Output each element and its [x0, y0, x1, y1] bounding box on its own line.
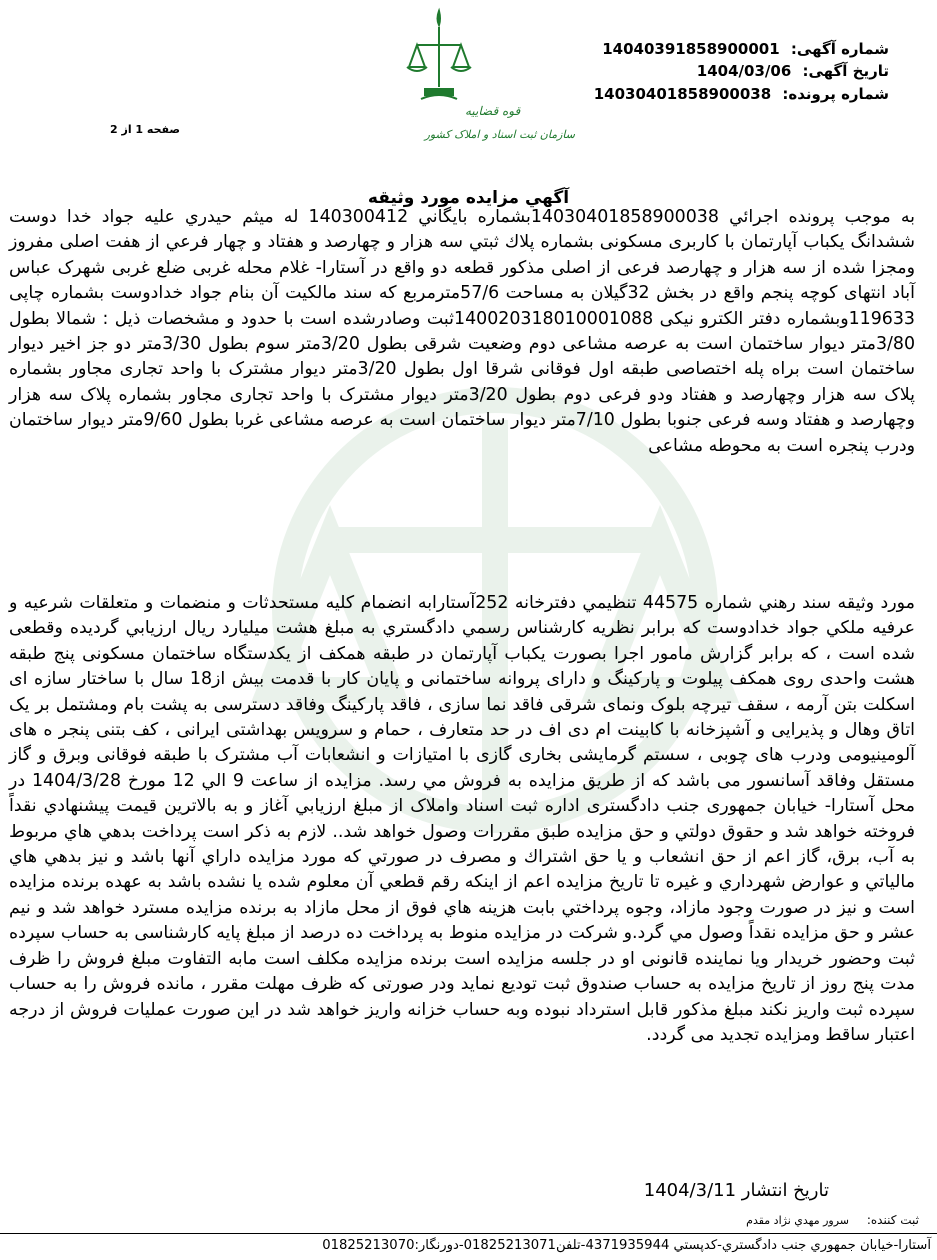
case-number-label: شماره پرونده: [782, 85, 889, 103]
emblem-text-1: قوه قضاییه [465, 104, 521, 118]
auction-terms-paragraph: مورد وثيقه سند رهني شماره 44575 تنظيمي دفترخانه 252آستارابه انضمام كليه مستحدثات و منضمات و متعلقات شرعيه و عرفيه ملكي جواد خدادوست كه برابر نظريه كارشناس رسمي دادگستري به مبلغ هشت ميليارد ريال ارزيابي گرديده وقطعی شده است ، که برابر گزارش مامور اجرا بصورت يکباب آپارتمان در طبقه همکف از یکدستگاه ساختمان مسکونی پنج طبقه هشت واحدی روی همکف پیلوت و پارکینگ و دارای پروانه ساختمانی و پایان کار با قدمت بیش از18 سال با ساختار سازه ای اسکلت بتن آرمه ، سقف تیرچه بلوک ونمای شرقی فاقد نما سازی ، فاقد پارکینگ وفاقد دسترسی به پشت بام ومشتمل بر یک اتاق وهال و پذیرایی و آشپزخانه با کابینت ام دی اف در حد متعارف ، حمام و سرویس بهداشتی ایرانی ، کف بتنی پنجر ه های آلومینیومی ودرب های چوبی ، سستم گرمایشی بخاری گازی با امتیازات و انشعابات آب مشترک با طبقه فوقانی وبرق و گاز مستقل وفاقد آسانسور می باشد که از طريق مزايده به فروش مي رسد. مزايده از ساعت 9 الي 12 مورخ 1404/3/28 در محل آستارا- خیابان جمهوری جنب دادگستری اداره ثبت اسناد واملاک از مبلغ ارزيابي آغاز و به بالاترين قيمت پيشنهادي نقداً فروخته خواهد شد و حقوق دولتي و حق مزايده طبق مقررات وصول خواهد شد.. لازم به ذكر است پرداخت بدهي هاي مربوط به آب، برق، گاز اعم از حق انشعاب و يا حق اشتراك و مصرف در صورتي كه مورد مزايده داراي آنها باشد و نيز بدهي هاي مالياتي و عوارض شهرداري و غيره تا تاريخ مزايده اعم از اينكه رقم قطعي آن معلوم شده يا نشده باشد به عهده برنده مزايده است و نيز در صورت وجود مازاد، وجوه پرداختي بابت هزينه هاي فوق از محل مازاد به برنده مزايده مسترد خواهد شد و نيم عشر و حق مزايده نقداً وصول مي گرد.و شرکت در مزایده منوط به پرداخت ده درصد از مبلغ پایه کارشناسی به حساب سپرده ثبت وحضور خریدار ویا نماینده قانونی او در جلسه مزایده است برنده مزایده مکلف است مابه التفاوت مبلغ فروش را ظرف مدت پنج روز از تاریخ مزایده به حساب صندوق ثبت تودیع نماید ودر صورتی که ظرف مهلت مقرر ، مانده فروش را به حساب سپرده ثبت واریز نکند مبلغ مذکور قابل استرداد نبوده وبه حساب خزانه واریز خواهد شد در این صورت عملیات فروش از درجه اعتبار ساقط ومزایده تجدید می گردد. [9, 593, 916, 1045]
ad-date: 1404/03/06 [696, 62, 792, 80]
case-number: 14030401858900038 [593, 85, 772, 103]
ad-date-label: تاریخ آگهی: [802, 62, 889, 80]
page-title: آگهي مزايده مورد وثيقه [367, 188, 570, 208]
publication-date-value: 1404/3/11 [643, 1180, 737, 1201]
judiciary-emblem-icon [405, 5, 580, 145]
publication-date [644, 1180, 829, 1201]
emblem-text-2: سازمان ثبت اسناد و املاک کشور [424, 128, 575, 141]
publication-date-label: تاريخ انتشار [741, 1180, 829, 1201]
registrar-label: ثبت كننده: [866, 1213, 919, 1227]
footer-address: آستارا-خيابان جمهوري جنب دادگستري-كدپستي 4371935944-تلفن01825213071-دورنگار:01825213070 [322, 1238, 931, 1253]
ad-date-row [697, 60, 889, 82]
property-description-paragraph: به موجب پرونده اجرائي 14030401858900038بشماره بايگاني 140300412 له ميثم حيدري عليه جواد خدا دوست ششدانگ يکباب آپارتمان با کاربری مسکونی بشماره پلاك ثبتي سه هزار و چهارصد و هفتاد و چهار فرعي از هفت اصلی مفروز ومجزا شده از سه هزار و چهارصد فرعی از اصلی مذکور قطعه دو واقع در آستارا- غلام محله غربی ضلع غربی شهرک عباس آباد انتهای کوچه پنجم واقع در بخش 32گیلان به مساحت 57/6مترمربع که سند مالکیت آن بنام جواد خدادوست بشماره چاپی 119633وبشماره دفتر الکترو نیکی 140020318010001088ثبت وصادرشده است با حدود و مشخصات ذیل : شمالا بطول 3/80متر ديوار ساختمان است به عرصه مشاعی دوم وضعیت شرقی بطول 3/20متر سوم بطول 3/30متر دو جز اخیر دیوار ساختمان است براه پله اختصاصی طبقه اول فوقانی شرقا اول بطول 3/20متر ديوار مشترک با واحد تجاری مجاور بشماره پلاک سه هزار وچهارصد و هفتاد ودو فرعی دوم بطول 3/20متر ديوار مشترک با واحد تجاری مجاور بشماره پلاک سه هزار وچهارصد و هفتاد وسه فرعی جنوبا بطول 7/10متر دیوار ساختمان است به عرصه مشاعی غربا بطول 9/60متر دیوار ساختمان ودرب پنجره است به محوطه مشاعی [9, 207, 916, 456]
ad-number: 14040391858900001 [602, 40, 780, 58]
registrar [746, 1213, 919, 1227]
ad-number-row [602, 38, 889, 60]
case-number-row [594, 83, 889, 105]
page-label: صفحه 1 از 2 [110, 123, 181, 136]
ad-number-label: شماره آگهی: [790, 40, 889, 58]
footer-divider [0, 1233, 937, 1234]
registrar-name: سرور مهدي نژاد مقدم [746, 1214, 850, 1227]
